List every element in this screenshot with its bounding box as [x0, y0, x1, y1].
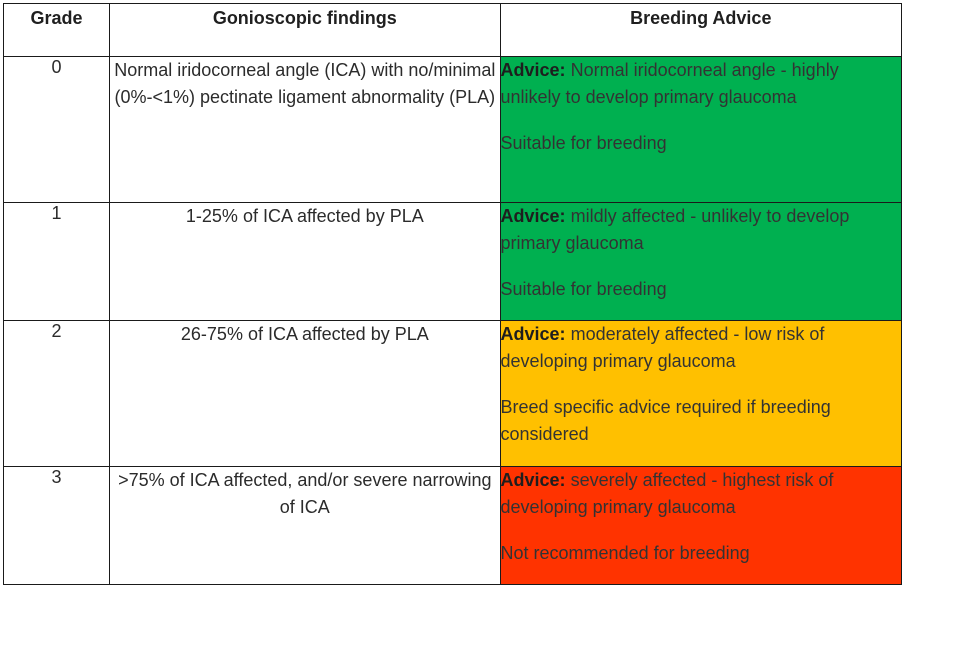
header-grade: Grade: [4, 4, 110, 57]
advice-label: Advice:: [500, 60, 566, 80]
breeding-suitability: Breed specific advice required if breeding considered: [500, 397, 831, 444]
advice-label: Advice:: [500, 470, 566, 490]
table-row: [4, 467, 902, 585]
grade-cell: 1: [4, 203, 110, 321]
findings-cell: 26-75% of ICA affected by PLA: [110, 321, 500, 467]
advice-label: Advice:: [500, 206, 566, 226]
breeding-suitability: Suitable for breeding: [500, 133, 667, 153]
findings-cell: >75% of ICA affected, and/or severe narrowing of ICA: [110, 467, 500, 585]
findings-cell: 1-25% of ICA affected by PLA: [110, 203, 500, 321]
breeding-suitability: Suitable for breeding: [500, 279, 667, 299]
advice-cell: [500, 467, 901, 585]
header-findings: Gonioscopic findings: [110, 4, 500, 57]
advice-description: mildly affected - unlikely to develop primary glaucoma: [500, 206, 850, 253]
header-advice: Breeding Advice: [500, 4, 901, 57]
grade-cell: 0: [4, 57, 110, 203]
grade-cell: 2: [4, 321, 110, 467]
findings-cell: Normal iridocorneal angle (ICA) with no/minimal (0%-<1%) pectinate ligament abnormality (PLA): [110, 57, 500, 203]
advice-text: [501, 321, 901, 375]
breeding-suitability: Not recommended for breeding: [500, 543, 750, 563]
advice-text: [501, 203, 901, 257]
advice-text: [501, 467, 901, 521]
glaucoma-grading-table: [3, 3, 902, 585]
advice-cell: [500, 203, 901, 321]
advice-description: moderately affected - low risk of developing primary glaucoma: [500, 324, 825, 371]
advice-description: Normal iridocorneal angle - highly unlikely to develop primary glaucoma: [500, 60, 839, 107]
advice-text: [501, 57, 901, 111]
table-row: [4, 57, 902, 203]
advice-label: Advice:: [500, 324, 566, 344]
table-row: [4, 203, 902, 321]
header-row: [4, 4, 902, 57]
advice-cell: [500, 57, 901, 203]
grade-cell: 3: [4, 467, 110, 585]
table-row: [4, 321, 902, 467]
advice-description: severely affected - highest risk of developing primary glaucoma: [500, 470, 834, 517]
advice-cell: [500, 321, 901, 467]
